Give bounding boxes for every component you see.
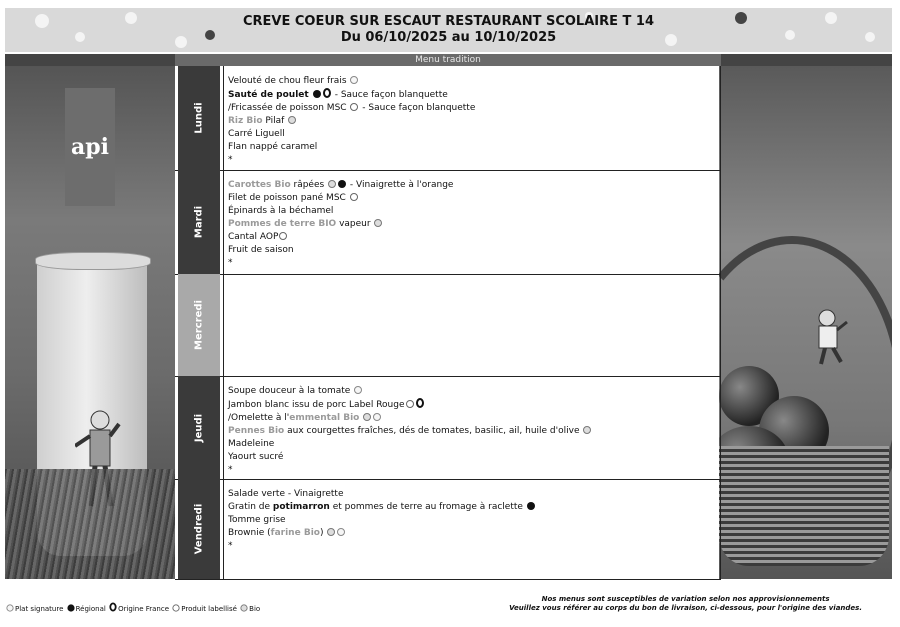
plat-signature-icon bbox=[6, 604, 13, 611]
bio-icon bbox=[288, 116, 296, 124]
header-banner bbox=[5, 8, 892, 52]
disclaimer-line-1: Nos menus sont susceptibles de variation selon nos approvisionnements bbox=[541, 595, 830, 603]
plat-signature-icon bbox=[337, 528, 345, 536]
menu-item bbox=[228, 412, 720, 425]
menu-item-text: Sauté de poulet bbox=[228, 90, 312, 100]
menu-item-text: * bbox=[228, 258, 233, 268]
day-menu-items bbox=[223, 66, 721, 170]
day-label: Mardi bbox=[178, 170, 220, 274]
menu-item bbox=[228, 398, 720, 412]
menu-item-text: Jambon blanc issu de porc Label Rouge bbox=[228, 400, 405, 410]
menu-item-text: Tomme grise bbox=[228, 515, 286, 525]
title-line-2: Du 06/10/2025 au 10/10/2025 bbox=[340, 30, 557, 45]
menu-item-text: Velouté de chou fleur frais bbox=[228, 76, 350, 86]
menu-item-text: Épinards à la béchamel bbox=[228, 206, 334, 216]
menu-item-text: potimarron bbox=[272, 502, 330, 512]
regional-icon bbox=[527, 502, 535, 510]
basket-illustration bbox=[719, 446, 889, 566]
plat-signature-icon bbox=[354, 386, 362, 394]
menu-item-text: Madeleine bbox=[228, 439, 275, 449]
menu-item bbox=[228, 154, 720, 167]
grass-texture bbox=[5, 469, 175, 579]
day-menu-items bbox=[223, 479, 721, 579]
menu-item bbox=[228, 88, 720, 102]
menu-item-sauce: - Sauce façon blanquette bbox=[359, 103, 476, 113]
regional-icon bbox=[67, 604, 74, 611]
day-menu-items bbox=[223, 274, 721, 376]
menu-item-text: emmental Bio bbox=[289, 413, 360, 423]
legend-label: Produit labellisé bbox=[181, 605, 240, 613]
day-row-mercredi bbox=[175, 274, 721, 377]
menu-item bbox=[228, 438, 720, 451]
menu-item-text: Riz Bio bbox=[228, 116, 263, 126]
day-row-lundi bbox=[175, 66, 721, 171]
page-title bbox=[5, 14, 892, 46]
menu-item bbox=[228, 205, 720, 218]
menu-item-text: Salade verte - Vinaigrette bbox=[228, 489, 344, 499]
day-row-vendredi bbox=[175, 479, 721, 580]
produit-labellise-icon bbox=[350, 193, 358, 201]
menu-item-text: Pommes de terre BIO bbox=[228, 219, 337, 229]
menu-item-sauce: - Sauce façon blanquette bbox=[331, 90, 448, 100]
legend-label: Bio bbox=[249, 605, 261, 613]
menu-item bbox=[228, 425, 720, 438]
plat-signature-icon bbox=[350, 76, 358, 84]
menu-item-text: /Fricassée de poisson MSC bbox=[228, 103, 350, 113]
day-label: Mercredi bbox=[178, 274, 220, 376]
bio-icon bbox=[583, 426, 591, 434]
day-label: Vendredi bbox=[178, 479, 220, 579]
regional-icon bbox=[313, 90, 321, 98]
menu-item-text: Brownie ( bbox=[228, 528, 271, 538]
menu-item-sauce: - Vinaigrette à l'orange bbox=[347, 180, 454, 190]
climbing-child-icon bbox=[809, 306, 849, 366]
menu-item-text: Cantal AOP bbox=[228, 232, 279, 242]
menu-item-text: * bbox=[228, 465, 233, 475]
logo-text: api bbox=[71, 134, 109, 160]
menu-item-text bbox=[359, 413, 362, 423]
disclaimer-note bbox=[509, 595, 862, 613]
menu-item-text: râpées bbox=[290, 180, 328, 190]
menu-item-text: et pommes de terre au fromage à raclette bbox=[329, 502, 526, 512]
regional-icon bbox=[338, 180, 346, 188]
menu-item bbox=[228, 464, 720, 477]
menu-item-text: Fruit de saison bbox=[228, 245, 294, 255]
menu-item-text: Carré Liguell bbox=[228, 129, 285, 139]
menu-item bbox=[228, 244, 720, 257]
menu-item bbox=[228, 75, 720, 88]
menu-item bbox=[228, 540, 720, 553]
origine-france-icon bbox=[109, 603, 116, 612]
menu-item bbox=[228, 128, 720, 141]
menu-item bbox=[228, 102, 720, 115]
menu-item bbox=[228, 231, 720, 244]
legend-label: Régional bbox=[75, 605, 109, 613]
menu-item-text: Pennes Bio bbox=[228, 426, 285, 436]
bio-icon bbox=[328, 180, 336, 188]
origine-france-icon bbox=[323, 88, 331, 98]
menu-item-text: Carottes Bio bbox=[228, 180, 291, 190]
menu-item-text: Filet de poisson pané MSC bbox=[228, 193, 349, 203]
menu-item-text: farine Bio bbox=[270, 528, 320, 538]
menu-item-text: ) bbox=[319, 528, 327, 538]
menu-item bbox=[228, 218, 720, 231]
day-row-jeudi bbox=[175, 376, 721, 480]
menu-type-label: Menu tradition bbox=[175, 54, 721, 66]
bio-icon bbox=[363, 413, 371, 421]
produit-labellise-icon bbox=[173, 604, 180, 611]
title-line-1: CREVE COEUR SUR ESCAUT RESTAURANT SCOLAIRE T 14 bbox=[242, 14, 655, 29]
bio-icon bbox=[327, 528, 335, 536]
menu-item bbox=[228, 488, 720, 501]
menu-item-text: Gratin de bbox=[228, 502, 273, 512]
menu-item-text: Soupe douceur à la tomate bbox=[228, 386, 354, 396]
right-decorative-photo bbox=[719, 66, 892, 579]
origine-france-icon bbox=[416, 398, 424, 408]
bio-icon bbox=[374, 219, 382, 227]
produit-labellise-icon bbox=[279, 232, 287, 240]
day-label: Lundi bbox=[178, 66, 220, 170]
icon-legend bbox=[5, 602, 260, 613]
menu-item bbox=[228, 257, 720, 270]
left-decorative-photo bbox=[5, 66, 175, 579]
menu-item bbox=[228, 115, 720, 128]
menu-item bbox=[228, 179, 720, 192]
menu-item-text: /Omelette à l' bbox=[228, 413, 290, 423]
produit-labellise-icon bbox=[350, 103, 358, 111]
menu-item bbox=[228, 514, 720, 527]
menu-item-text: * bbox=[228, 541, 233, 551]
api-logo bbox=[65, 88, 115, 206]
right-header-strip bbox=[721, 54, 892, 66]
menu-item bbox=[228, 527, 720, 540]
menu-item-text: * bbox=[228, 155, 233, 165]
disclaimer-line-2: Veuillez vous référer au corps du bon de livraison, ci-dessous, pour l'origine des viandes. bbox=[509, 604, 862, 612]
menu-item bbox=[228, 141, 720, 154]
menu-item bbox=[228, 451, 720, 464]
plat-signature-icon bbox=[373, 413, 381, 421]
menu-item-text: Pilaf bbox=[262, 116, 288, 126]
menu-item bbox=[228, 385, 720, 398]
day-menu-items bbox=[223, 170, 721, 274]
menu-item bbox=[228, 501, 720, 514]
menu-item-text: vapeur bbox=[336, 219, 374, 229]
menu-item-text: aux courgettes fraîches, dés de tomates, basilic, ail, huile d'olive bbox=[284, 426, 583, 436]
bio-icon bbox=[241, 604, 248, 611]
day-label: Jeudi bbox=[178, 376, 220, 479]
menu-item-text: Flan nappé caramel bbox=[228, 142, 318, 152]
legend-label: Plat signature bbox=[15, 605, 66, 613]
menu-item bbox=[228, 192, 720, 205]
day-row-mardi bbox=[175, 170, 721, 275]
boot-rim bbox=[35, 252, 151, 270]
menu-item-text: Yaourt sucré bbox=[228, 452, 284, 462]
left-header-strip bbox=[5, 54, 175, 66]
day-menu-items bbox=[223, 376, 721, 479]
produit-labellise-icon bbox=[406, 400, 414, 408]
legend-label: Origine France bbox=[118, 605, 172, 613]
